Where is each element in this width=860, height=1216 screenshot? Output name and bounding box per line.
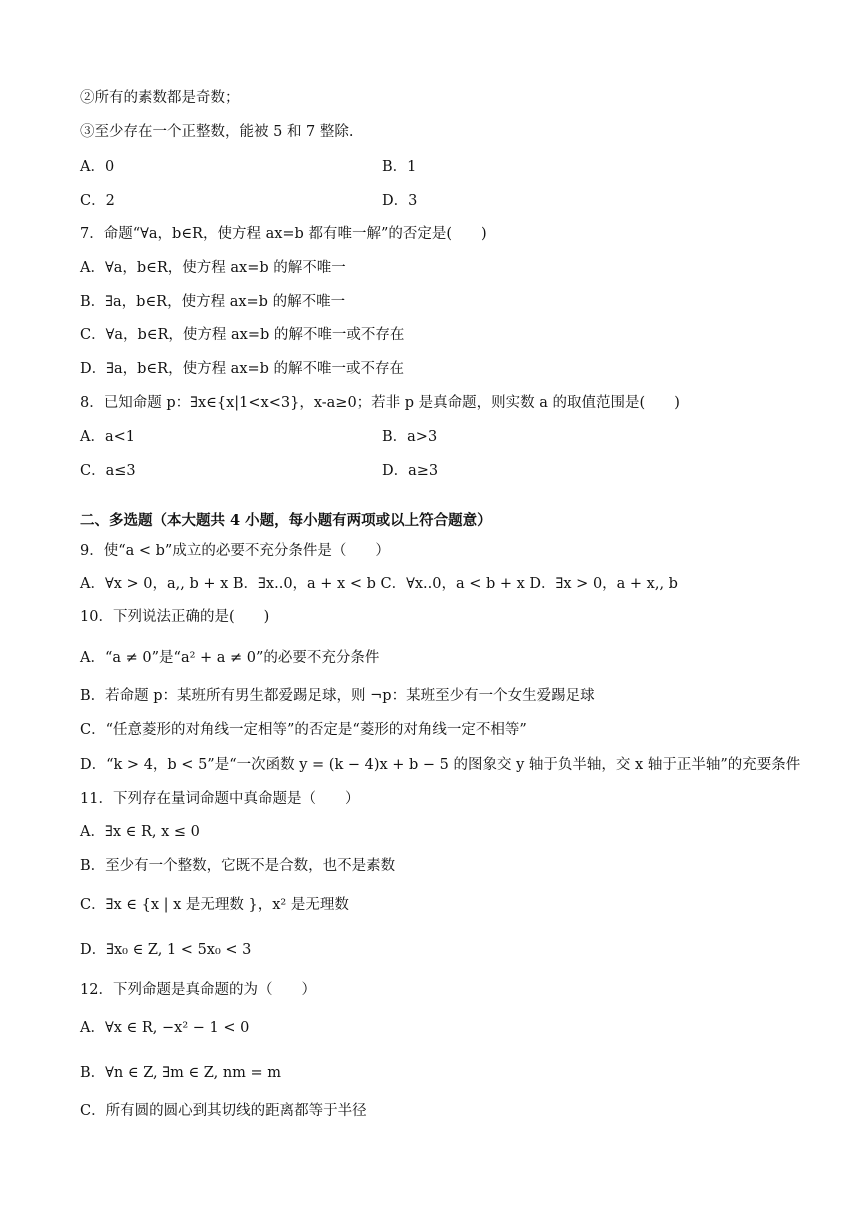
q7-option-d: D．∃a，b∈R，使方程 ax=b 的解不唯一或不存在 (80, 361, 405, 377)
q8-option-d: D．a≥3 (382, 463, 439, 479)
q10-option-d: D．“k > 4，b < 5”是“一次函数 y = (k − 4)x + b − 5 的图象交 y 轴于负半轴，交 x 轴于正半轴”的充要条件 (80, 757, 801, 773)
question-12: 12．下列命题是真命题的为（ ） (80, 982, 316, 998)
q8-option-c: C．a≤3 (80, 463, 136, 479)
q11-option-d: D．∃x₀ ∈ Z, 1 < 5x₀ < 3 (80, 942, 252, 958)
q10-option-b: B．若命题 p：某班所有男生都爱踢足球，则 ¬p：某班至少有一个女生爱踢足球 (80, 688, 595, 704)
question-7: 7．命题“∀a，b∈R，使方程 ax=b 都有唯一解”的否定是( ) (80, 226, 487, 242)
q6-option-d: D．3 (382, 193, 418, 209)
q7-option-c: C．∀a，b∈R，使方程 ax=b 的解不唯一或不存在 (80, 327, 405, 343)
question-9: 9．使“a < b”成立的必要不充分条件是（ ） (80, 543, 390, 559)
question-10: 10．下列说法正确的是( ) (80, 609, 270, 625)
q12-option-b: B．∀n ∈ Z, ∃m ∈ Z, nm = m (80, 1065, 282, 1081)
q6-option-c: C．2 (80, 193, 115, 209)
q10-option-c: C．“任意菱形的对角线一定相等”的否定是“菱形的对角线一定不相等” (80, 722, 527, 738)
q11-option-a: A．∃x ∈ R, x ≤ 0 (80, 824, 200, 840)
q12-option-c: C．所有圆的圆心到其切线的距离都等于半径 (80, 1103, 367, 1119)
q6-option-b: B．1 (382, 159, 417, 175)
question-8: 8．已知命题 p：∃x∈{x|1<x<3}，x-a≥0；若非 p 是真命题，则实数 a 的取值范围是( ) (80, 395, 680, 411)
q11-option-c: C．∃x ∈ {x | x 是无理数 }，x² 是无理数 (80, 897, 349, 913)
q9-options: A．∀x > 0，a,, b + x B．∃x..0，a + x < b C．∀x..0，a < b + x D．∃x > 0，a + x,, b (80, 576, 678, 592)
q11-option-b: B．至少有一个整数，它既不是合数，也不是素数 (80, 858, 396, 874)
statement-3: ③至少存在一个正整数，能被 5 和 7 整除. (80, 124, 354, 140)
q10-option-a: A．“a ≠ 0”是“a² + a ≠ 0”的必要不充分条件 (80, 650, 380, 666)
q7-option-a: A．∀a，b∈R，使方程 ax=b 的解不唯一 (80, 260, 346, 276)
question-11: 11．下列存在量词命题中真命题是（ ） (80, 791, 360, 807)
q6-option-a: A．0 (80, 159, 115, 175)
q8-option-b: B．a>3 (382, 429, 438, 445)
q12-option-a: A．∀x ∈ R, −x² − 1 < 0 (80, 1020, 250, 1036)
section-heading: 二、多选题（本大题共 4 小题，每小题有两项或以上符合题意） (80, 512, 492, 529)
statement-2: ②所有的素数都是奇数； (80, 90, 240, 106)
q8-option-a: A．a<1 (80, 429, 135, 445)
q7-option-b: B．∃a，b∈R，使方程 ax=b 的解不唯一 (80, 294, 346, 310)
